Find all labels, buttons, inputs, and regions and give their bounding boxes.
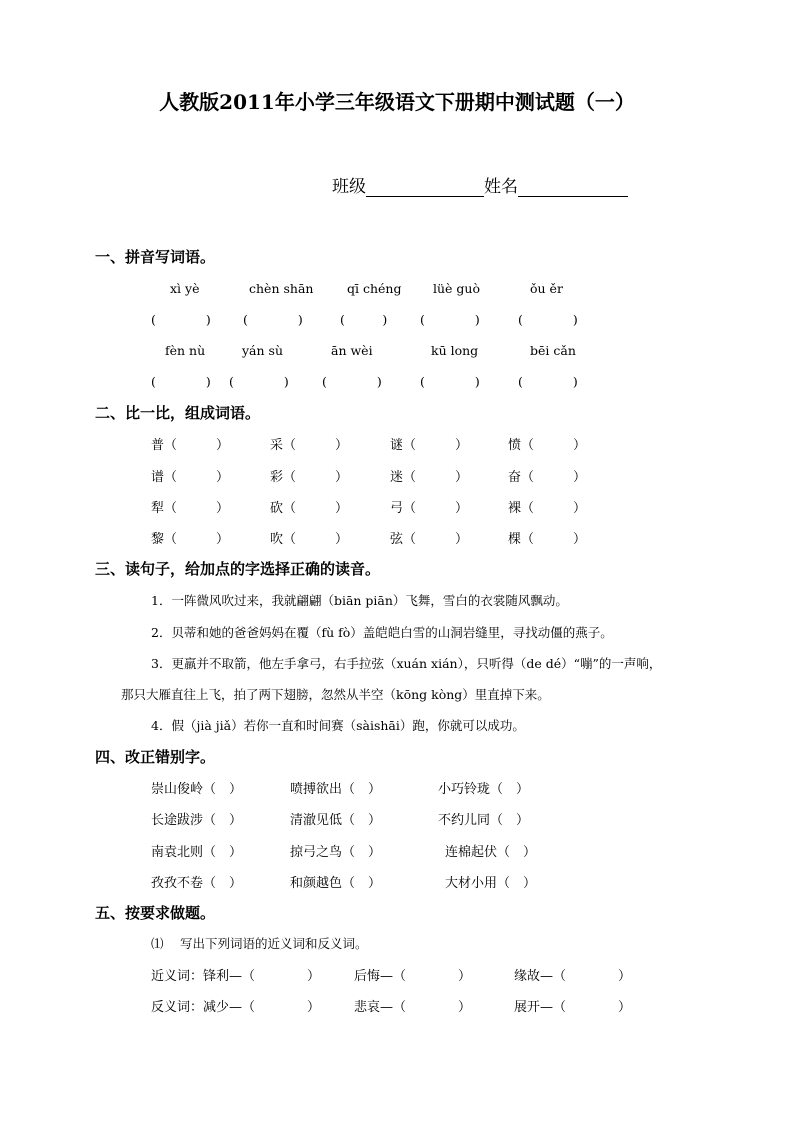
idiom-item[interactable]: 和颜越色（ ） [290,876,382,891]
answer-box[interactable]: ( ) [243,312,303,327]
word-item[interactable]: 犁（ ） [151,501,230,516]
idiom-item[interactable]: 清澈见低（ ） [290,813,382,828]
pinyin: fèn nù [165,343,206,358]
idiom-item[interactable]: 长途跋涉（ ） [151,813,243,828]
pinyin: yán sù [242,343,284,358]
synonym-item[interactable]: 缘故—（ ） [514,969,632,984]
section-2-heading: 二、比一比，组成词语。 [95,404,261,422]
word-item[interactable]: 采（ ） [270,438,349,453]
idiom-item[interactable]: 小巧铃珑（ ） [438,782,530,797]
answer-box[interactable]: ( ) [229,374,289,389]
answer-box[interactable]: ( ) [420,312,480,327]
sentence: 2．贝蒂和她的爸爸妈妈在覆（fù fò）盖皑皑白雪的山洞岩缝里，寻找动僵的燕子。 [151,625,613,640]
sentence: 3．更羸并不取箭，他左手拿弓，右手拉弦（xuán xián），只听得（de dé）“嘣”的一声响， [151,656,662,671]
sentence: 那只大雁直往上飞，拍了两下翅膀，忽然从半空（kōng kòng）里直掉下来。 [121,687,550,702]
antonym-item[interactable]: 展开—（ ） [514,1000,632,1015]
word-item[interactable]: 黎（ ） [151,532,230,547]
class-blank[interactable] [366,178,484,197]
idiom-item[interactable]: 孜孜不卷（ ） [151,876,243,891]
question-1: ⑴ 写出下列词语的近义词和反义词。 [151,936,368,951]
page-title: 人教版2011年小学三年级语文下册期中测试题（一） [159,90,635,114]
word-item[interactable]: 谱（ ） [151,470,230,485]
word-item[interactable]: 谜（ ） [390,438,469,453]
idiom-item[interactable]: 掠弓之鸟（ ） [290,845,382,860]
answer-box[interactable]: ( ) [151,374,211,389]
section-5-heading: 五、按要求做题。 [95,904,216,922]
sentence: 4．假（jià jiǎ）若你一直和时间赛（sàishāi）跑，你就可以成功。 [151,718,525,733]
word-item[interactable]: 奋（ ） [508,470,587,485]
pinyin: bēi cǎn [530,343,576,358]
synonym-item[interactable]: 近义词：锋利—（ ） [151,969,321,984]
word-item[interactable]: 彩（ ） [270,470,349,485]
pinyin: ān wèi [331,343,373,358]
pinyin: qī chéng [347,281,402,296]
pinyin: lüè guò [433,281,480,296]
word-item[interactable]: 迷（ ） [390,470,469,485]
section-4-heading: 四、改正错别字。 [95,748,216,766]
idiom-item[interactable]: 崇山俊岭（ ） [151,782,243,797]
section-1-heading: 一、拼音写词语。 [95,248,216,266]
word-item[interactable]: 弓（ ） [390,501,469,516]
answer-box[interactable]: ( ) [518,312,578,327]
idiom-item[interactable]: 不约儿同（ ） [438,813,530,828]
idiom-item[interactable]: 连棉起伏（ ） [445,845,537,860]
word-item[interactable]: 吹（ ） [270,532,349,547]
student-info [332,172,628,197]
word-item[interactable]: 普（ ） [151,438,230,453]
answer-box[interactable]: ( ) [420,374,480,389]
sentence: 1．一阵微风吹过来，我就翩翩（biān piān）飞舞，雪白的衣裳随风飘动。 [151,593,568,608]
word-item[interactable]: 裸（ ） [508,501,587,516]
word-item[interactable]: 砍（ ） [270,501,349,516]
name-label: 姓名 [484,177,518,197]
idiom-item[interactable]: 喷搏欲出（ ） [290,782,382,797]
class-label: 班级 [332,177,366,197]
word-item[interactable]: 棵（ ） [508,532,587,547]
word-item[interactable]: 弦（ ） [390,532,469,547]
antonym-item[interactable]: 悲哀—（ ） [354,1000,472,1015]
synonym-item[interactable]: 后悔—（ ） [354,969,472,984]
pinyin: chèn shān [249,281,314,296]
section-3-heading: 三、读句子，给加点的字选择正确的读音。 [95,560,381,578]
name-blank[interactable] [518,178,628,197]
answer-box[interactable]: ( ) [151,312,211,327]
answer-box[interactable]: ( ) [340,312,388,327]
answer-box[interactable]: ( ) [518,374,578,389]
word-item[interactable]: 愤（ ） [508,438,587,453]
answer-box[interactable]: ( ) [322,374,382,389]
pinyin: xì yè [170,281,200,296]
pinyin: kū long [431,343,479,358]
antonym-item[interactable]: 反义词：减少—（ ） [151,1000,321,1015]
pinyin: ǒu ěr [530,281,563,296]
idiom-item[interactable]: 南袁北则（ ） [151,845,243,860]
idiom-item[interactable]: 大材小用（ ） [445,876,537,891]
